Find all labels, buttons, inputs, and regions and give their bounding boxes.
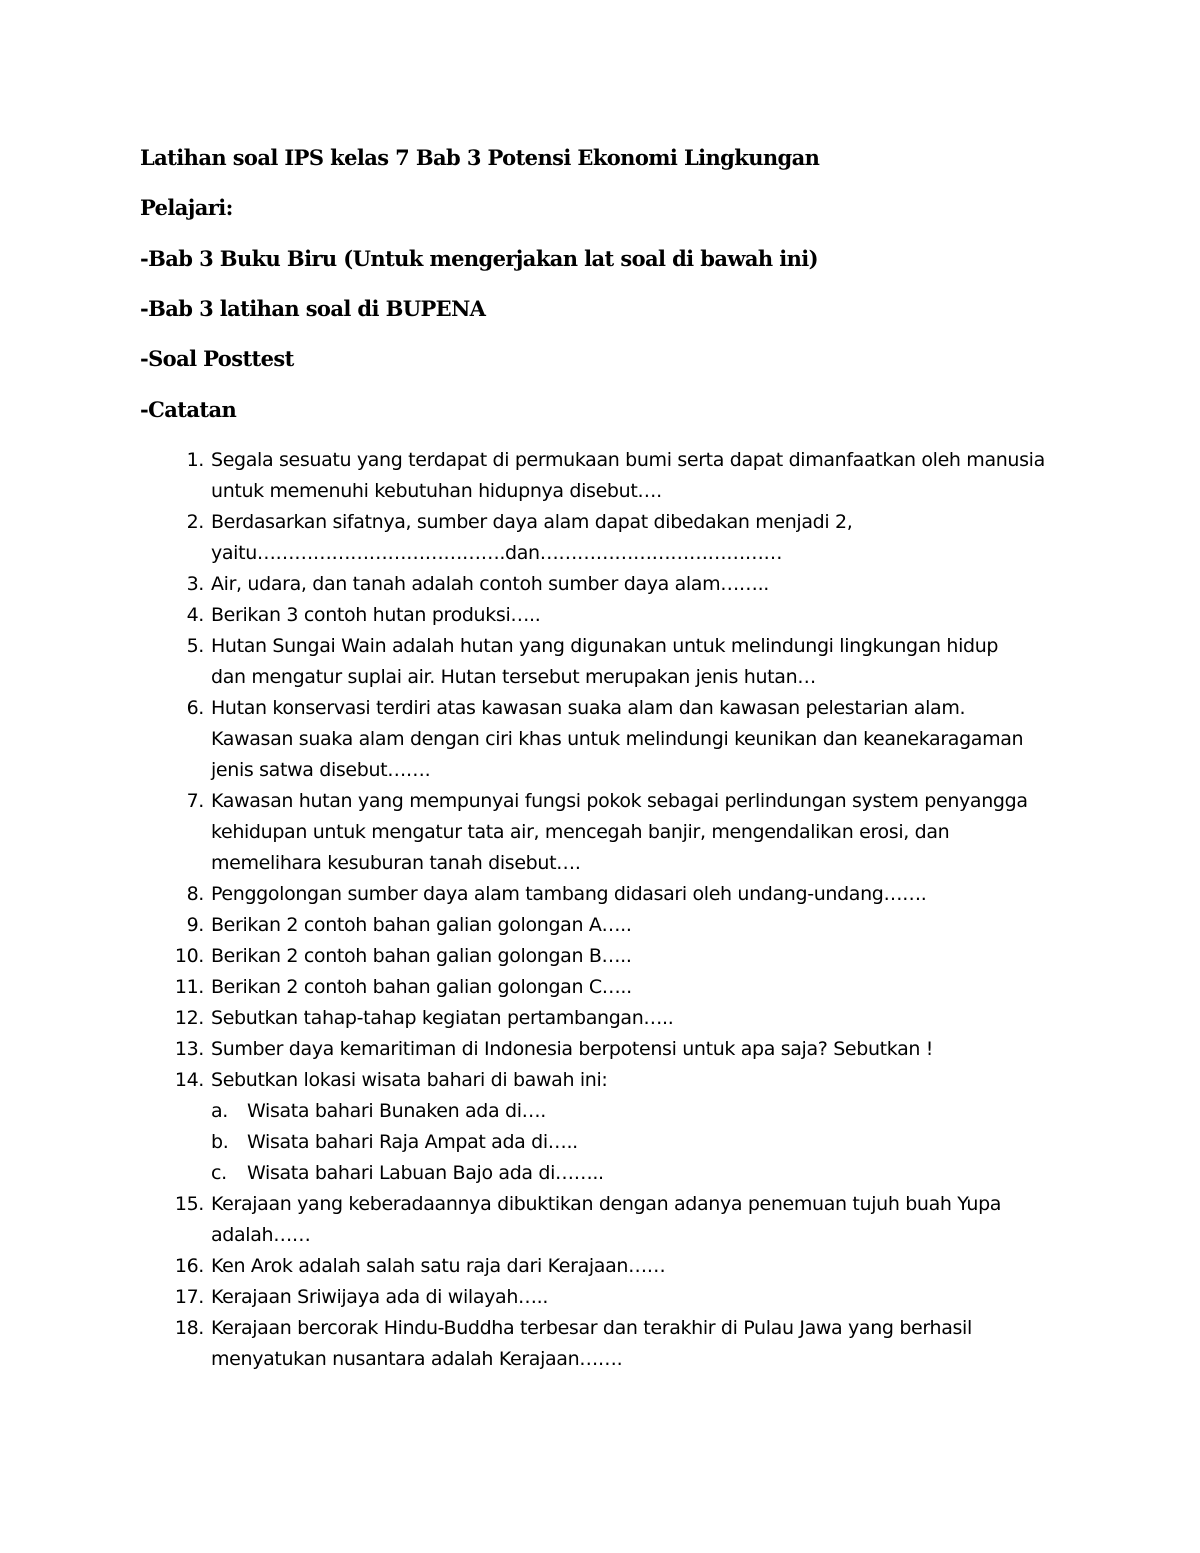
question-text-line: menyatukan nusantara adalah Kerajaan……. [211, 1348, 623, 1370]
question-text-line: Hutan Sungai Wain adalah hutan yang digunakan untuk melindungi lingkungan hidup [211, 635, 999, 657]
question-number: 10. [174, 945, 204, 967]
question-text-line: yaitu………………………………….dan………………………………… [211, 542, 783, 564]
question-text-line: memelihara kesuburan tanah disebut…. [211, 852, 581, 874]
question-text-line: Berikan 2 contoh bahan galian golongan A….. [211, 914, 632, 936]
question-number: 18. [174, 1317, 204, 1339]
question-text-line: jenis satwa disebut……. [211, 759, 431, 781]
question-text-line: Ken Arok adalah salah satu raja dari Kerajaan…… [211, 1255, 666, 1277]
question-item [0, 631, 1051, 693]
question-item [0, 569, 1051, 600]
sub-question-item [211, 1127, 1051, 1158]
question-text-line: Kerajaan bercorak Hindu-Buddha terbesar dan terakhir di Pulau Jawa yang berhasil [211, 1317, 972, 1339]
question-text-line: Hutan konservasi terdiri atas kawasan suaka alam dan kawasan pelestarian alam. [211, 697, 966, 719]
question-number: 15. [174, 1193, 204, 1215]
question-text-line: Sebutkan tahap-tahap kegiatan pertambangan….. [211, 1007, 674, 1029]
question-item [0, 910, 1051, 941]
question-text-line: Segala sesuatu yang terdapat di permukaan bumi serta dapat dimanfaatkan oleh manusia [211, 449, 1045, 471]
question-text-line: adalah…… [211, 1224, 311, 1246]
question-number: 13. [174, 1038, 204, 1060]
question-list [0, 445, 1200, 1375]
sub-question-item [211, 1158, 1051, 1189]
sub-question-text: Wisata bahari Raja Ampat ada di….. [247, 1131, 578, 1153]
question-text-line: Kerajaan yang keberadaannya dibuktikan dengan adanya penemuan tujuh buah Yupa [211, 1193, 1002, 1215]
document-title: Latihan soal IPS kelas 7 Bab 3 Potensi Ekonomi Lingkungan [140, 145, 820, 170]
question-number: 17. [174, 1286, 204, 1308]
question-number: 16. [174, 1255, 204, 1277]
question-number: 2. [186, 511, 204, 533]
question-number: 6. [186, 697, 204, 719]
question-item [0, 1065, 1051, 1189]
question-number: 1. [186, 449, 204, 471]
question-text-line: Air, udara, dan tanah adalah contoh sumber daya alam…….. [211, 573, 769, 595]
question-item [0, 507, 1051, 569]
question-number: 12. [174, 1007, 204, 1029]
question-item [0, 941, 1051, 972]
sub-question-text: Wisata bahari Labuan Bajo ada di…….. [247, 1162, 604, 1184]
sub-question-item [211, 1096, 1051, 1127]
question-item [0, 1313, 1051, 1375]
question-text-line: Penggolongan sumber daya alam tambang didasari oleh undang-undang……. [211, 883, 927, 905]
study-item-bupena: -Bab 3 latihan soal di BUPENA [140, 296, 486, 321]
question-text-line: kehidupan untuk mengatur tata air, mencegah banjir, mengendalikan erosi, dan [211, 821, 950, 843]
question-item [0, 786, 1051, 879]
question-text-line: Kerajaan Sriwijaya ada di wilayah….. [211, 1286, 549, 1308]
question-text-line: Kawasan suaka alam dengan ciri khas untuk melindungi keunikan dan keanekaragaman [211, 728, 1024, 750]
question-item [0, 972, 1051, 1003]
question-item [0, 1189, 1051, 1251]
question-number: 14. [174, 1069, 204, 1091]
study-label: Pelajari: [140, 195, 233, 220]
question-number: 9. [186, 914, 204, 936]
sub-question-list [211, 1096, 1051, 1189]
question-text-line: Berikan 2 contoh bahan galian golongan B….. [211, 945, 632, 967]
question-number: 5. [186, 635, 204, 657]
question-item [0, 1034, 1051, 1065]
sub-question-letter: a. [211, 1100, 228, 1122]
question-number: 3. [186, 573, 204, 595]
question-text-line: untuk memenuhi kebutuhan hidupnya disebut…. [211, 480, 662, 502]
question-item [0, 600, 1051, 631]
question-item [0, 879, 1051, 910]
question-item [0, 693, 1051, 786]
question-item [0, 1251, 1051, 1282]
question-item [0, 445, 1051, 507]
question-text-line: Sumber daya kemaritiman di Indonesia berpotensi untuk apa saja? Sebutkan ! [211, 1038, 934, 1060]
sub-question-letter: b. [211, 1131, 229, 1153]
question-text-line: Berdasarkan sifatnya, sumber daya alam dapat dibedakan menjadi 2, [211, 511, 853, 533]
study-item-posttest: -Soal Posttest [140, 346, 294, 371]
question-item [0, 1003, 1051, 1034]
question-text-line: dan mengatur suplai air. Hutan tersebut merupakan jenis hutan… [211, 666, 816, 688]
question-number: 7. [186, 790, 204, 812]
question-number: 8. [186, 883, 204, 905]
study-item-buku-biru: -Bab 3 Buku Biru (Untuk mengerjakan lat soal di bawah ini) [140, 246, 818, 271]
question-number: 4. [186, 604, 204, 626]
question-item [0, 1282, 1051, 1313]
sub-question-letter: c. [211, 1162, 227, 1184]
question-text-line: Berikan 2 contoh bahan galian golongan C….. [211, 976, 632, 998]
question-text-line: Kawasan hutan yang mempunyai fungsi pokok sebagai perlindungan system penyangga [211, 790, 1028, 812]
study-item-catatan: -Catatan [140, 397, 237, 422]
question-text-line: Sebutkan lokasi wisata bahari di bawah ini: [211, 1069, 608, 1091]
question-text-line: Berikan 3 contoh hutan produksi….. [211, 604, 541, 626]
question-number: 11. [174, 976, 204, 998]
sub-question-text: Wisata bahari Bunaken ada di…. [247, 1100, 546, 1122]
